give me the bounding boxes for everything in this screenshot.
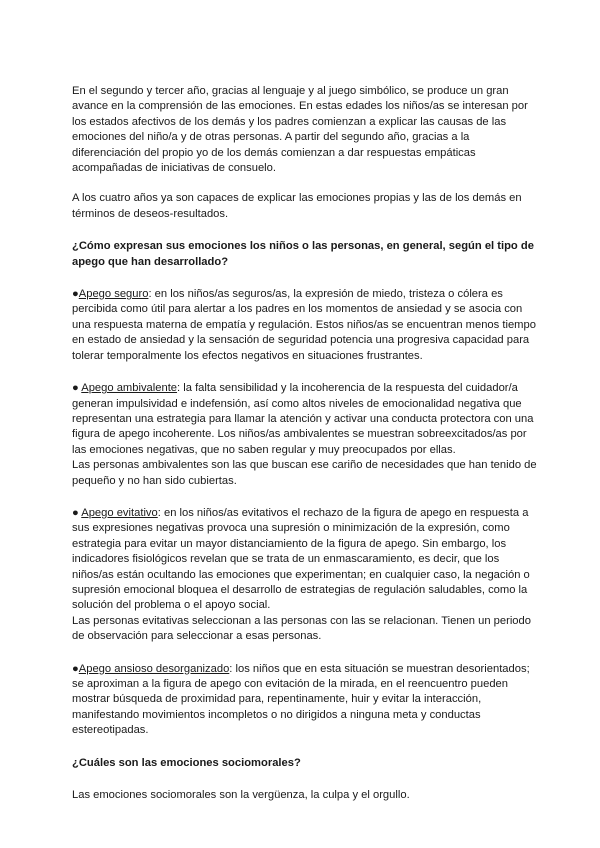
term-apego-evitativo: Apego evitativo	[81, 506, 158, 519]
description-apego-evitativo: : en los niños/as evitativos el rechazo de la figura de apego en respuesta a sus expresiones negativas provoca una supresión o minimización de la expresión, como estrategia para evitar un mayor distanciamiento de la figura de apego. Sin embargo, los indicadores fisiológicos revelan que se trata de un enmascaramiento, es decir, que los niños/as están ocultando las emociones que experimentan; en cualquier caso, la negación o supresión emocional bloquea el desarrollo de estrategias de regulación saludables, como la solución del problema o el apoyo social.	[72, 506, 530, 612]
paragraph-apego-ambivalente	[72, 381, 540, 458]
bullet-icon: ●	[72, 382, 82, 395]
paragraph-ambivalente-note: Las personas ambivalentes son las que buscan ese cariño de necesidades que han tenido de pequeño y no han sido cubiertas.	[72, 459, 537, 487]
description-apego-seguro: : en los niños/as seguros/as, la expresión de miedo, tristeza o cólera es percibida como útil para alertar a los padres en los momentos de ansiedad y se asocia con una respuesta materna de empatía y regulación. Estos niños/as se encuentran menos tiempo en estado de ansiedad y la sensación de seguridad potencia una progresiva capacidad para tolerar temporalmente los efectos negativos en situaciones frustrantes.	[72, 288, 536, 362]
section-heading-attachment: ¿Cómo expresan sus emociones los niños o las personas, en general, según el tipo de apego que han desarrollado?	[72, 240, 534, 268]
bullet-icon: ●	[72, 288, 79, 301]
description-apego-desorganizado: : los niños que en esta situación se muestran desorientados; se aproximan a la figura de apego con evitación de la mirada, en el reencuentro pueden mostrar búsqueda de proximidad para, repentinamente, huir y evitar la interacción, manifestando movimientos incompletos o no dirigidos a ninguna meta y conductas estereotipadas.	[72, 662, 530, 737]
description-apego-ambivalente: : la falta sensibilidad y la incoherencia de la respuesta del cuidador/a generan impulsividad e indefensión, así como altos niveles de emocionalidad negativa que representan una estrategia para llamar la atención y activar una conducta protectora con una figura de apego incoherente. Los niños/as ambivalentes se muestran sobreexcitados/as por las emociones negativas, que no saben regular y muy preocupados por ellas.	[72, 382, 534, 456]
section-heading-sociomoral: ¿Cuáles son las emociones sociomorales?	[72, 756, 301, 769]
term-apego-ambivalente: Apego ambivalente	[81, 382, 178, 395]
paragraph-apego-seguro	[72, 287, 540, 364]
term-apego-desorganizado: Apego ansioso desorganizado	[78, 662, 230, 675]
bullet-icon: ●	[72, 662, 79, 675]
paragraph-four-years: A los cuatro años ya son capaces de explicar las emociones propias y las de los demás en términos de deseos-resultados.	[72, 192, 522, 220]
paragraph-evitativo-note: Las personas evitativas seleccionan a las personas con las se relacionan. Tienen un periodo de observación para seleccionar a esas personas.	[72, 614, 531, 643]
paragraph-apego-desorganizado	[72, 662, 540, 739]
term-apego-seguro: Apego seguro	[78, 288, 149, 301]
paragraph-apego-evitativo	[72, 506, 540, 614]
paragraph-emotional-understanding: En el segundo y tercer año, gracias al lenguaje y al juego simbólico, se produce un gran avance en la comprensión de las emociones. En estas edades los niños/as se interesan por los estados afectivos de los demás y los padres comienzan a explicar las causas de las emociones del niño/a y de otras personas. A partir del segundo año, gracias a la diferenciación del propio yo de los demás comienzan a dar respuestas empáticas acompañadas de iniciativas de consuelo.	[72, 85, 528, 175]
bullet-icon: ●	[72, 506, 82, 519]
paragraph-sociomoral-emotions: Las emociones sociomorales son la vergüenza, la culpa y el orgullo.	[72, 789, 410, 802]
